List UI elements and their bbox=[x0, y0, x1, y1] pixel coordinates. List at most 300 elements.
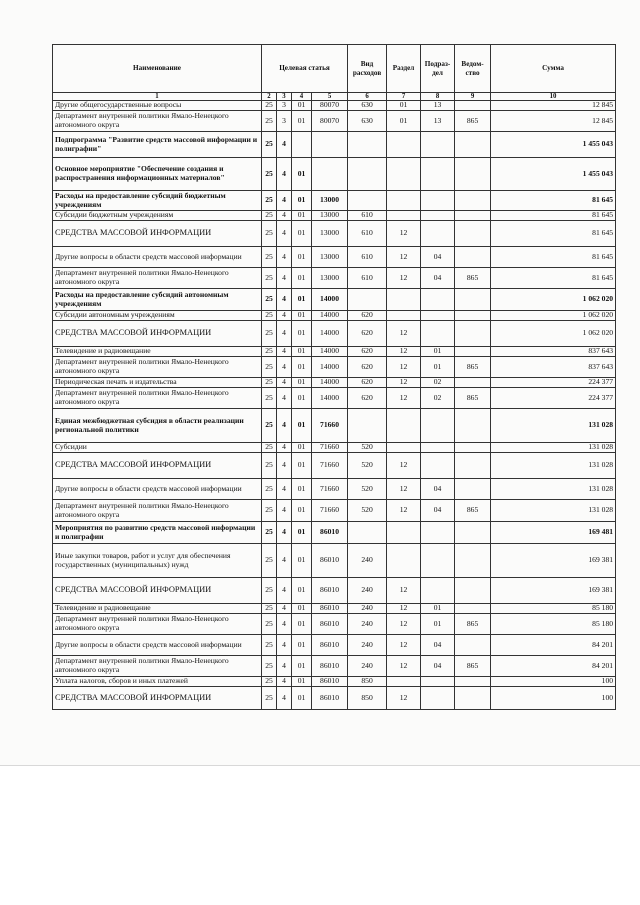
table-row bbox=[53, 158, 616, 191]
table-row bbox=[53, 687, 616, 710]
target-code-program: 25 bbox=[262, 247, 277, 268]
target-code-subprogram: 4 bbox=[277, 604, 292, 614]
row-sum: 1 062 020 bbox=[491, 321, 616, 347]
target-code-event: 01 bbox=[292, 247, 312, 268]
subsection-code: 04 bbox=[421, 268, 455, 289]
row-name: Департамент внутренней политики Ямало-Ненецкого автономного округа bbox=[53, 111, 262, 132]
table-row bbox=[53, 409, 616, 443]
target-code-subprogram: 4 bbox=[277, 687, 292, 710]
department-code bbox=[455, 453, 491, 479]
target-code-event: 01 bbox=[292, 479, 312, 500]
row-sum: 169 481 bbox=[491, 522, 616, 544]
target-code-event: 01 bbox=[292, 500, 312, 522]
expense-type-code: 240 bbox=[348, 544, 387, 578]
target-code-subprogram: 4 bbox=[277, 578, 292, 604]
target-code-event: 01 bbox=[292, 211, 312, 221]
target-code-direction: 71660 bbox=[312, 500, 348, 522]
target-code-direction: 14000 bbox=[312, 311, 348, 321]
expense-type-code: 240 bbox=[348, 614, 387, 635]
row-sum: 84 201 bbox=[491, 635, 616, 656]
table-row bbox=[53, 677, 616, 687]
subsection-code bbox=[421, 687, 455, 710]
row-name: Периодическая печать и издательства bbox=[53, 378, 262, 388]
target-code-subprogram: 4 bbox=[277, 635, 292, 656]
target-code-event: 01 bbox=[292, 311, 312, 321]
row-sum: 169 381 bbox=[491, 544, 616, 578]
target-code-subprogram: 4 bbox=[277, 479, 292, 500]
table-row bbox=[53, 544, 616, 578]
column-number: 6 bbox=[348, 93, 387, 101]
table-row bbox=[53, 443, 616, 453]
target-code-program: 25 bbox=[262, 635, 277, 656]
table-row bbox=[53, 522, 616, 544]
department-code bbox=[455, 132, 491, 158]
table-row bbox=[53, 388, 616, 409]
table-row bbox=[53, 289, 616, 311]
department-code bbox=[455, 578, 491, 604]
row-sum: 84 201 bbox=[491, 656, 616, 677]
row-name: Единая межбюджетная субсидия в области реализации региональной политики bbox=[53, 409, 262, 443]
subsection-code bbox=[421, 578, 455, 604]
expense-type-code: 240 bbox=[348, 604, 387, 614]
target-code-direction: 14000 bbox=[312, 378, 348, 388]
row-name: СРЕДСТВА МАССОВОЙ ИНФОРМАЦИИ bbox=[53, 453, 262, 479]
header-target-article: Целевая статья bbox=[262, 45, 348, 93]
row-name: Телевидение и радиовещание bbox=[53, 347, 262, 357]
target-code-subprogram: 4 bbox=[277, 321, 292, 347]
expense-type-code: 620 bbox=[348, 311, 387, 321]
target-code-event: 01 bbox=[292, 687, 312, 710]
target-code-direction: 14000 bbox=[312, 357, 348, 378]
target-code-subprogram: 3 bbox=[277, 101, 292, 111]
target-code-program: 25 bbox=[262, 191, 277, 211]
section-code bbox=[387, 443, 421, 453]
row-sum: 131 028 bbox=[491, 443, 616, 453]
expense-type-code: 240 bbox=[348, 578, 387, 604]
subsection-code: 04 bbox=[421, 479, 455, 500]
row-sum: 81 645 bbox=[491, 221, 616, 247]
target-code-direction bbox=[312, 132, 348, 158]
target-code-subprogram: 4 bbox=[277, 656, 292, 677]
row-name: Субсидии бюджетным учреждениям bbox=[53, 211, 262, 221]
row-sum: 1 062 020 bbox=[491, 311, 616, 321]
row-sum: 1 455 043 bbox=[491, 158, 616, 191]
target-code-direction: 14000 bbox=[312, 321, 348, 347]
target-code-program: 25 bbox=[262, 321, 277, 347]
target-code-direction: 86010 bbox=[312, 677, 348, 687]
row-sum: 81 645 bbox=[491, 247, 616, 268]
subsection-code bbox=[421, 311, 455, 321]
table-row bbox=[53, 614, 616, 635]
target-code-direction: 86010 bbox=[312, 614, 348, 635]
row-name: СРЕДСТВА МАССОВОЙ ИНФОРМАЦИИ bbox=[53, 221, 262, 247]
expense-type-code: 630 bbox=[348, 111, 387, 132]
row-sum: 169 381 bbox=[491, 578, 616, 604]
department-code bbox=[455, 347, 491, 357]
target-code-program: 25 bbox=[262, 443, 277, 453]
row-sum: 224 377 bbox=[491, 378, 616, 388]
row-name: Департамент внутренней политики Ямало-Ненецкого автономного округа bbox=[53, 357, 262, 378]
header-department: Ведом-ство bbox=[455, 45, 491, 93]
target-code-event: 01 bbox=[292, 677, 312, 687]
department-code bbox=[455, 321, 491, 347]
target-code-direction: 14000 bbox=[312, 388, 348, 409]
target-code-subprogram: 4 bbox=[277, 388, 292, 409]
expense-type-code bbox=[348, 409, 387, 443]
target-code-event: 01 bbox=[292, 409, 312, 443]
target-code-subprogram: 4 bbox=[277, 158, 292, 191]
target-code-event: 01 bbox=[292, 614, 312, 635]
table-row bbox=[53, 347, 616, 357]
expense-type-code: 610 bbox=[348, 211, 387, 221]
target-code-program: 25 bbox=[262, 388, 277, 409]
section-code: 12 bbox=[387, 656, 421, 677]
section-code bbox=[387, 409, 421, 443]
section-code: 01 bbox=[387, 101, 421, 111]
target-code-program: 25 bbox=[262, 479, 277, 500]
row-sum: 224 377 bbox=[491, 388, 616, 409]
subsection-code: 02 bbox=[421, 378, 455, 388]
subsection-code bbox=[421, 191, 455, 211]
row-name: Расходы на предоставление субсидий автономным учреждениям bbox=[53, 289, 262, 311]
target-code-program: 25 bbox=[262, 544, 277, 578]
column-number: 10 bbox=[491, 93, 616, 101]
target-code-subprogram: 4 bbox=[277, 289, 292, 311]
section-code: 12 bbox=[387, 453, 421, 479]
target-code-event: 01 bbox=[292, 289, 312, 311]
row-name: Другие вопросы в области средств массовой информации bbox=[53, 247, 262, 268]
section-code: 12 bbox=[387, 635, 421, 656]
target-code-program: 25 bbox=[262, 578, 277, 604]
target-code-subprogram: 4 bbox=[277, 268, 292, 289]
target-code-subprogram: 4 bbox=[277, 544, 292, 578]
target-code-program: 25 bbox=[262, 656, 277, 677]
subsection-code: 04 bbox=[421, 247, 455, 268]
expense-type-code: 850 bbox=[348, 677, 387, 687]
header-sum: Сумма bbox=[491, 45, 616, 93]
section-code: 12 bbox=[387, 247, 421, 268]
target-code-program: 25 bbox=[262, 132, 277, 158]
subsection-code bbox=[421, 132, 455, 158]
target-code-subprogram: 4 bbox=[277, 247, 292, 268]
target-code-event: 01 bbox=[292, 101, 312, 111]
target-code-program: 25 bbox=[262, 311, 277, 321]
table-row bbox=[53, 132, 616, 158]
row-name: Подпрограмма "Развитие средств массовой информации и полиграфии" bbox=[53, 132, 262, 158]
department-code bbox=[455, 544, 491, 578]
department-code: 865 bbox=[455, 268, 491, 289]
section-code: 12 bbox=[387, 357, 421, 378]
column-number: 9 bbox=[455, 93, 491, 101]
target-code-subprogram: 4 bbox=[277, 453, 292, 479]
target-code-direction: 13000 bbox=[312, 268, 348, 289]
section-code: 12 bbox=[387, 687, 421, 710]
section-code bbox=[387, 211, 421, 221]
target-code-direction: 71660 bbox=[312, 453, 348, 479]
target-code-program: 25 bbox=[262, 111, 277, 132]
department-code bbox=[455, 158, 491, 191]
target-code-event: 01 bbox=[292, 321, 312, 347]
target-code-subprogram: 4 bbox=[277, 677, 292, 687]
row-name: Расходы на предоставление субсидий бюджетным учреждениям bbox=[53, 191, 262, 211]
section-code: 12 bbox=[387, 378, 421, 388]
row-sum: 100 bbox=[491, 677, 616, 687]
target-code-event: 01 bbox=[292, 604, 312, 614]
target-code-event: 01 bbox=[292, 357, 312, 378]
target-code-subprogram: 4 bbox=[277, 221, 292, 247]
target-code-event: 01 bbox=[292, 388, 312, 409]
section-code: 12 bbox=[387, 268, 421, 289]
header-subsection: Подраз-дел bbox=[421, 45, 455, 93]
target-code-direction: 86010 bbox=[312, 522, 348, 544]
target-code-event bbox=[292, 132, 312, 158]
row-sum: 131 028 bbox=[491, 409, 616, 443]
subsection-code: 01 bbox=[421, 347, 455, 357]
column-number: 3 bbox=[277, 93, 292, 101]
expense-type-code: 240 bbox=[348, 635, 387, 656]
target-code-program: 25 bbox=[262, 289, 277, 311]
target-code-program: 25 bbox=[262, 347, 277, 357]
column-number: 1 bbox=[53, 93, 262, 101]
table-row bbox=[53, 635, 616, 656]
target-code-program: 25 bbox=[262, 221, 277, 247]
section-code: 12 bbox=[387, 347, 421, 357]
target-code-event: 01 bbox=[292, 158, 312, 191]
department-code: 865 bbox=[455, 656, 491, 677]
row-sum: 837 643 bbox=[491, 347, 616, 357]
expense-type-code: 620 bbox=[348, 378, 387, 388]
target-code-event: 01 bbox=[292, 221, 312, 247]
row-sum: 837 643 bbox=[491, 357, 616, 378]
target-code-subprogram: 4 bbox=[277, 132, 292, 158]
subsection-code bbox=[421, 522, 455, 544]
subsection-code bbox=[421, 453, 455, 479]
target-code-subprogram: 3 bbox=[277, 111, 292, 132]
row-sum: 131 028 bbox=[491, 453, 616, 479]
target-code-program: 25 bbox=[262, 453, 277, 479]
row-name: Основное мероприятие "Обеспечение создания и распространения информационных материалов" bbox=[53, 158, 262, 191]
expense-type-code: 610 bbox=[348, 221, 387, 247]
subsection-code: 02 bbox=[421, 388, 455, 409]
target-code-direction: 71660 bbox=[312, 443, 348, 453]
target-code-direction: 86010 bbox=[312, 544, 348, 578]
department-code bbox=[455, 479, 491, 500]
target-code-event: 01 bbox=[292, 111, 312, 132]
table-row bbox=[53, 191, 616, 211]
row-name: Иные закупки товаров, работ и услуг для обеспечения государственных (муниципальных) нужд bbox=[53, 544, 262, 578]
row-name: Мероприятия по развитию средств массовой информации и полиграфии bbox=[53, 522, 262, 544]
target-code-program: 25 bbox=[262, 101, 277, 111]
department-code bbox=[455, 101, 491, 111]
expense-type-code: 620 bbox=[348, 357, 387, 378]
expense-type-code bbox=[348, 191, 387, 211]
department-code bbox=[455, 687, 491, 710]
row-sum: 81 645 bbox=[491, 211, 616, 221]
department-code: 865 bbox=[455, 357, 491, 378]
table-row bbox=[53, 221, 616, 247]
section-code bbox=[387, 544, 421, 578]
section-code bbox=[387, 191, 421, 211]
row-sum: 81 645 bbox=[491, 268, 616, 289]
subsection-code: 04 bbox=[421, 635, 455, 656]
column-number: 7 bbox=[387, 93, 421, 101]
target-code-program: 25 bbox=[262, 687, 277, 710]
expense-type-code: 520 bbox=[348, 453, 387, 479]
table-row bbox=[53, 357, 616, 378]
table-row bbox=[53, 321, 616, 347]
column-number: 5 bbox=[312, 93, 348, 101]
target-code-direction: 13000 bbox=[312, 221, 348, 247]
section-code: 12 bbox=[387, 321, 421, 347]
department-code bbox=[455, 443, 491, 453]
table-row bbox=[53, 656, 616, 677]
subsection-code: 13 bbox=[421, 101, 455, 111]
table-row bbox=[53, 604, 616, 614]
target-code-direction: 13000 bbox=[312, 247, 348, 268]
target-code-program: 25 bbox=[262, 378, 277, 388]
row-name: Другие вопросы в области средств массовой информации bbox=[53, 635, 262, 656]
department-code bbox=[455, 289, 491, 311]
target-code-program: 25 bbox=[262, 211, 277, 221]
section-code bbox=[387, 677, 421, 687]
expense-type-code: 520 bbox=[348, 500, 387, 522]
target-code-event: 01 bbox=[292, 578, 312, 604]
row-name: Департамент внутренней политики Ямало-Ненецкого автономного округа bbox=[53, 614, 262, 635]
target-code-direction: 14000 bbox=[312, 347, 348, 357]
target-code-direction: 13000 bbox=[312, 191, 348, 211]
table-row bbox=[53, 268, 616, 289]
target-code-event: 01 bbox=[292, 378, 312, 388]
target-code-subprogram: 4 bbox=[277, 311, 292, 321]
row-name: СРЕДСТВА МАССОВОЙ ИНФОРМАЦИИ bbox=[53, 578, 262, 604]
target-code-subprogram: 4 bbox=[277, 409, 292, 443]
target-code-program: 25 bbox=[262, 614, 277, 635]
target-code-program: 25 bbox=[262, 357, 277, 378]
department-code bbox=[455, 311, 491, 321]
target-code-direction: 80070 bbox=[312, 101, 348, 111]
target-code-program: 25 bbox=[262, 522, 277, 544]
target-code-event: 01 bbox=[292, 191, 312, 211]
header-section: Раздел bbox=[387, 45, 421, 93]
row-name: Другие общегосударственные вопросы bbox=[53, 101, 262, 111]
column-number-row bbox=[53, 93, 616, 101]
subsection-code bbox=[421, 289, 455, 311]
header-name: Наименование bbox=[53, 45, 262, 93]
row-name: Другие вопросы в области средств массовой информации bbox=[53, 479, 262, 500]
table-row bbox=[53, 211, 616, 221]
column-number: 4 bbox=[292, 93, 312, 101]
expense-type-code bbox=[348, 132, 387, 158]
section-code: 12 bbox=[387, 388, 421, 409]
target-code-event: 01 bbox=[292, 635, 312, 656]
department-code bbox=[455, 635, 491, 656]
section-code bbox=[387, 311, 421, 321]
section-code bbox=[387, 289, 421, 311]
target-code-program: 25 bbox=[262, 604, 277, 614]
table-row bbox=[53, 247, 616, 268]
target-code-program: 25 bbox=[262, 409, 277, 443]
subsection-code bbox=[421, 677, 455, 687]
table-row bbox=[53, 101, 616, 111]
department-code bbox=[455, 221, 491, 247]
target-code-event: 01 bbox=[292, 443, 312, 453]
subsection-code: 04 bbox=[421, 656, 455, 677]
expense-type-code: 850 bbox=[348, 687, 387, 710]
target-code-direction: 14000 bbox=[312, 289, 348, 311]
column-number: 8 bbox=[421, 93, 455, 101]
department-code bbox=[455, 211, 491, 221]
subsection-code bbox=[421, 211, 455, 221]
row-name: Департамент внутренней политики Ямало-Ненецкого автономного округа bbox=[53, 500, 262, 522]
header-row bbox=[53, 45, 616, 93]
subsection-code bbox=[421, 221, 455, 247]
department-code: 865 bbox=[455, 614, 491, 635]
table-row bbox=[53, 500, 616, 522]
table-row bbox=[53, 311, 616, 321]
target-code-event: 01 bbox=[292, 544, 312, 578]
target-code-subprogram: 4 bbox=[277, 378, 292, 388]
row-name: СРЕДСТВА МАССОВОЙ ИНФОРМАЦИИ bbox=[53, 687, 262, 710]
department-code: 865 bbox=[455, 388, 491, 409]
row-name: Уплата налогов, сборов и иных платежей bbox=[53, 677, 262, 687]
expense-type-code: 620 bbox=[348, 321, 387, 347]
row-sum: 12 845 bbox=[491, 111, 616, 132]
department-code bbox=[455, 677, 491, 687]
target-code-subprogram: 4 bbox=[277, 443, 292, 453]
budget-table bbox=[52, 44, 616, 710]
row-sum: 100 bbox=[491, 687, 616, 710]
table-row bbox=[53, 111, 616, 132]
expense-type-code: 620 bbox=[348, 388, 387, 409]
department-code: 865 bbox=[455, 500, 491, 522]
subsection-code: 01 bbox=[421, 614, 455, 635]
target-code-subprogram: 4 bbox=[277, 522, 292, 544]
target-code-event: 01 bbox=[292, 656, 312, 677]
department-code bbox=[455, 378, 491, 388]
row-sum: 131 028 bbox=[491, 500, 616, 522]
subsection-code: 04 bbox=[421, 500, 455, 522]
row-name: Телевидение и радиовещание bbox=[53, 604, 262, 614]
row-name: Департамент внутренней политики Ямало-Ненецкого автономного округа bbox=[53, 388, 262, 409]
subsection-code: 01 bbox=[421, 604, 455, 614]
row-name: Департамент внутренней политики Ямало-Ненецкого автономного округа bbox=[53, 268, 262, 289]
section-code bbox=[387, 158, 421, 191]
section-code: 12 bbox=[387, 604, 421, 614]
target-code-subprogram: 4 bbox=[277, 347, 292, 357]
target-code-direction: 86010 bbox=[312, 604, 348, 614]
row-sum: 85 180 bbox=[491, 614, 616, 635]
target-code-event: 01 bbox=[292, 453, 312, 479]
expense-type-code bbox=[348, 289, 387, 311]
target-code-direction: 71660 bbox=[312, 479, 348, 500]
target-code-subprogram: 4 bbox=[277, 191, 292, 211]
subsection-code bbox=[421, 443, 455, 453]
subsection-code bbox=[421, 544, 455, 578]
table-row bbox=[53, 578, 616, 604]
target-code-direction: 86010 bbox=[312, 635, 348, 656]
department-code bbox=[455, 604, 491, 614]
row-sum: 81 645 bbox=[491, 191, 616, 211]
row-name: Субсидии bbox=[53, 443, 262, 453]
section-code: 12 bbox=[387, 221, 421, 247]
row-name: Субсидии автономным учреждениям bbox=[53, 311, 262, 321]
department-code bbox=[455, 522, 491, 544]
target-code-subprogram: 4 bbox=[277, 211, 292, 221]
section-code bbox=[387, 132, 421, 158]
row-name: Департамент внутренней политики Ямало-Ненецкого автономного округа bbox=[53, 656, 262, 677]
target-code-subprogram: 4 bbox=[277, 500, 292, 522]
section-code bbox=[387, 522, 421, 544]
